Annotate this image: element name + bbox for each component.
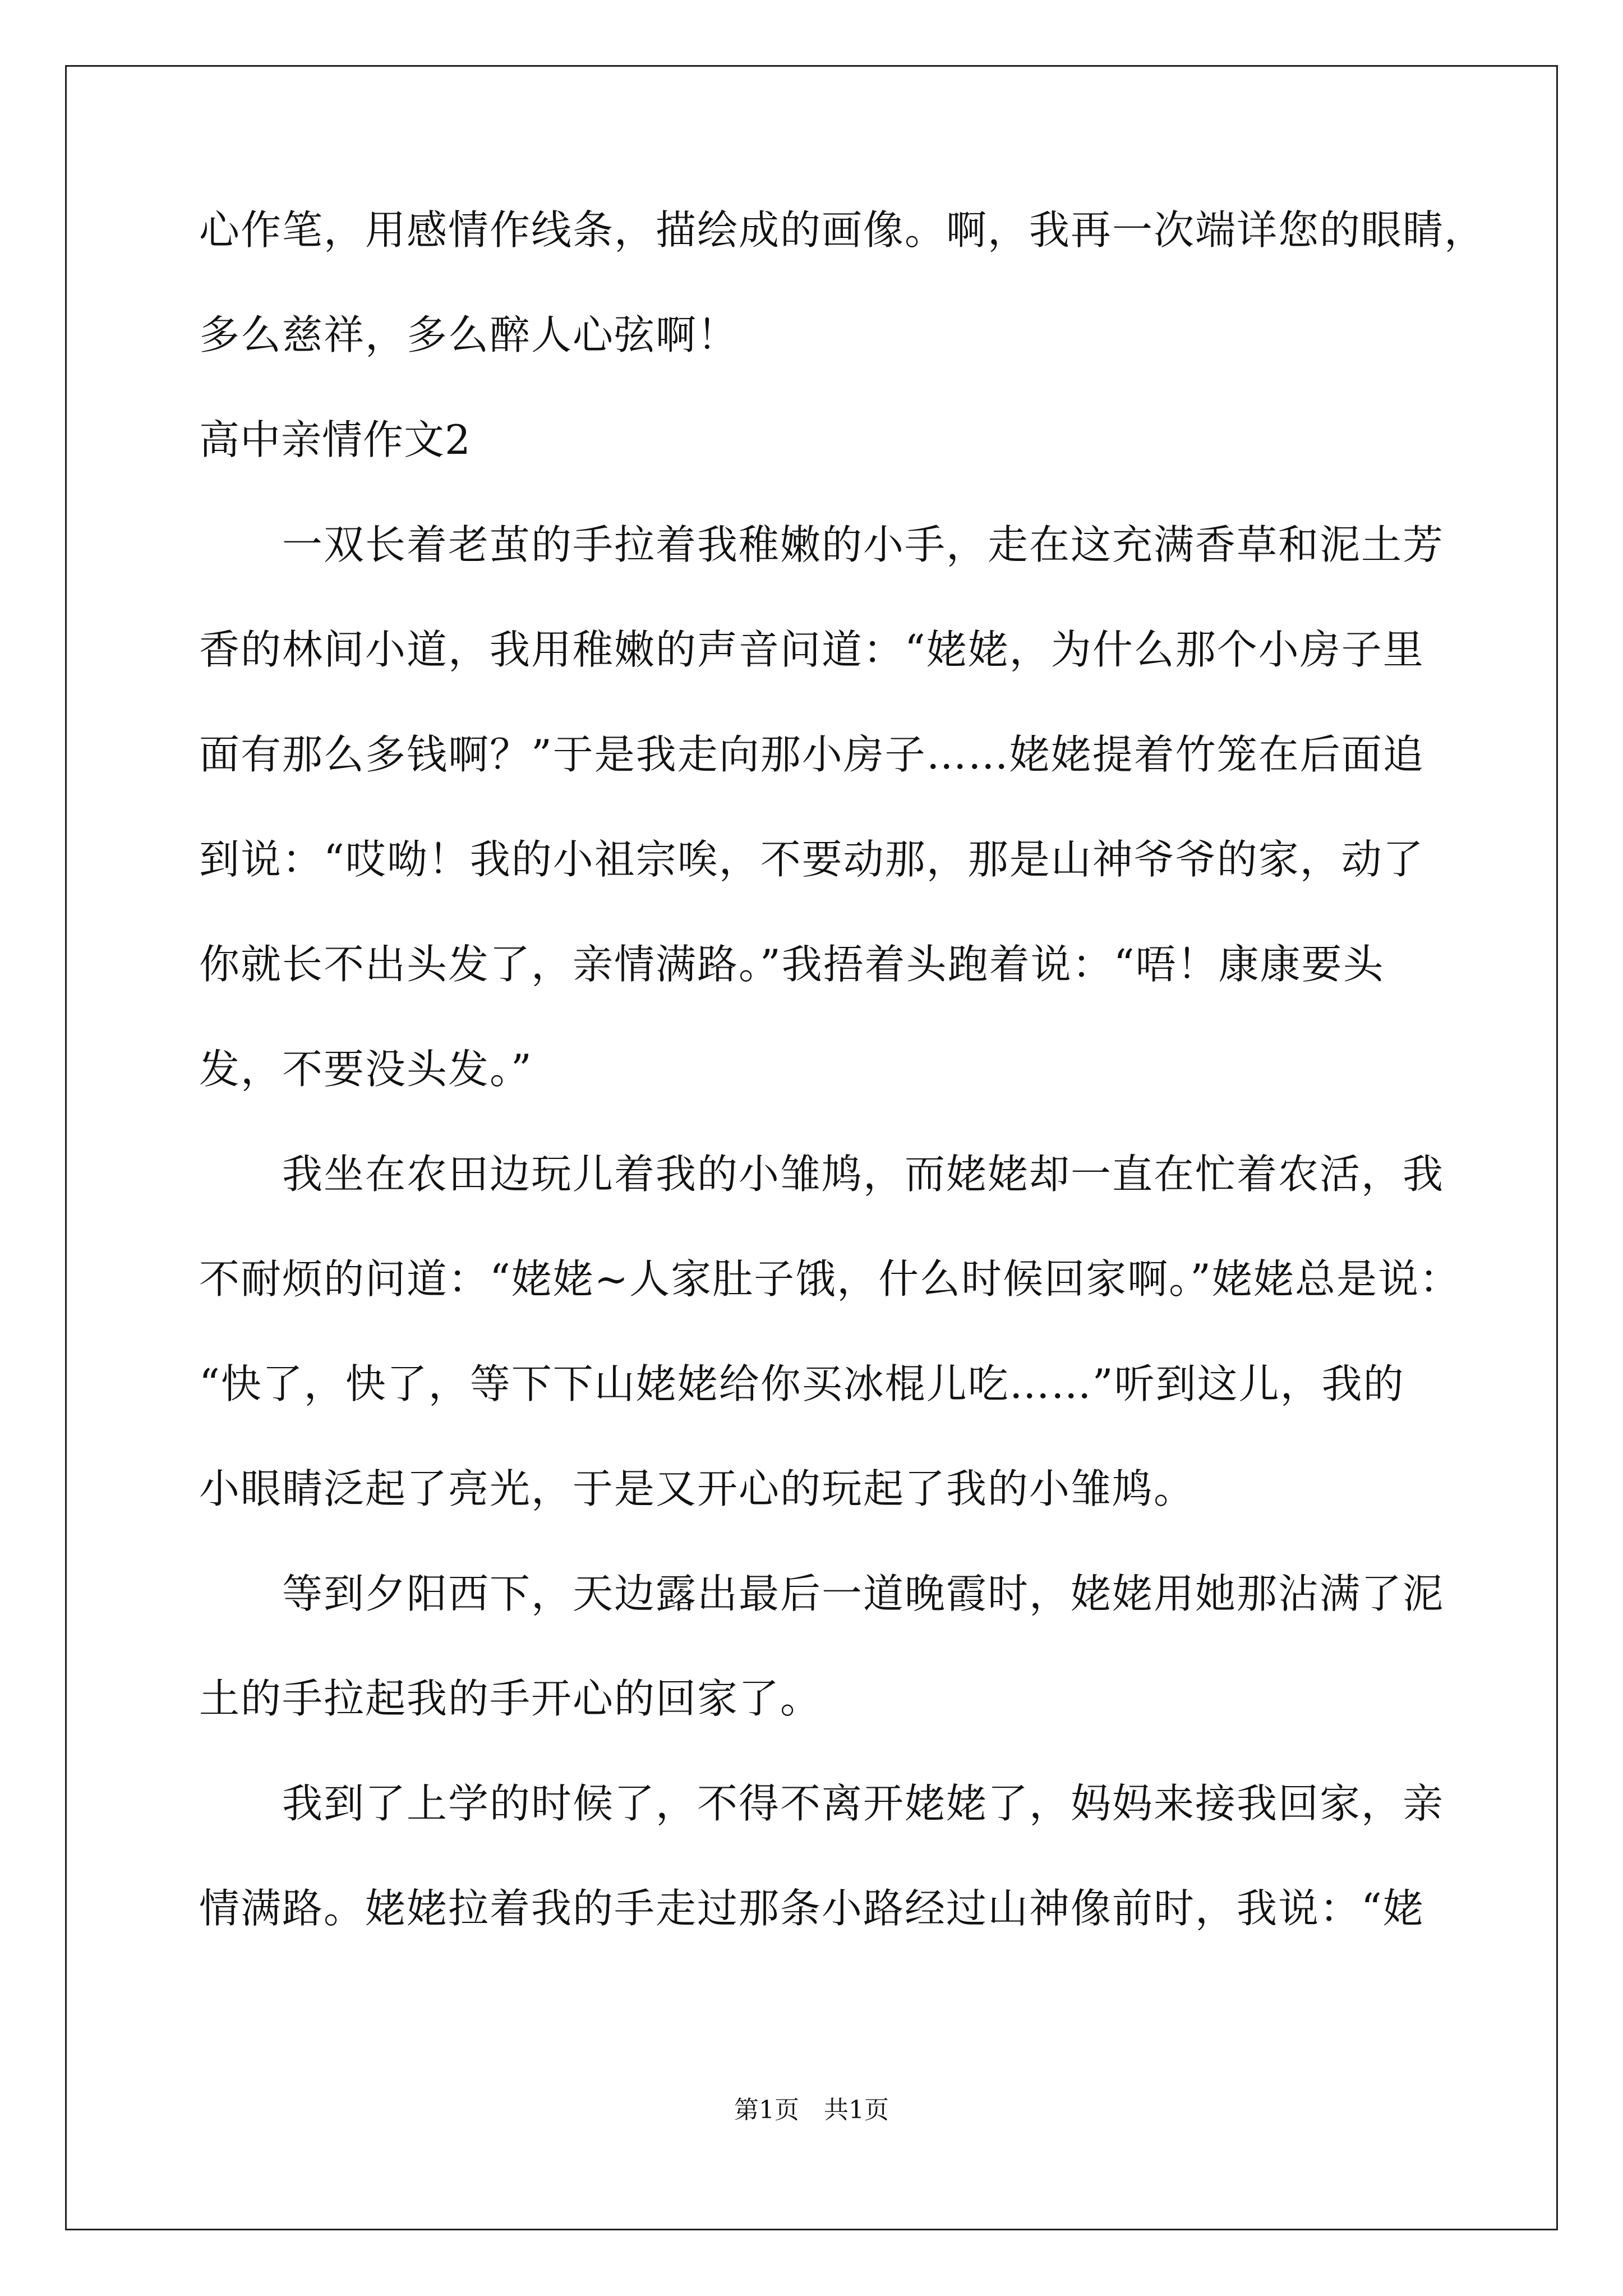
text-line: 等到夕阳西下，天边露出最后一道晚霞时，姥姥用她那沾满了泥 xyxy=(199,1570,1445,1617)
text-line: 多么慈祥，多么醉人心弦啊！ xyxy=(199,311,739,358)
text-line: 不耐烦的问道：“姥姥~人家肚子饿，什么时候回家啊。”姥姥总是说： xyxy=(199,1255,1461,1303)
document-body xyxy=(199,206,1486,1991)
text-line: 香的林间小道，我用稚嫩的声音问道：“姥姥，为什么那个小房子里 xyxy=(199,626,1424,673)
text-line: 我到了上学的时候了，不得不离开姥姥了，妈妈来接我回家，亲 xyxy=(199,1780,1445,1827)
text-line: 我坐在农田边玩儿着我的小雏鸠，而姥姥却一直在忙着农活，我 xyxy=(199,1151,1445,1198)
text-line: 情满路。姥姥拉着我的手走过那条小路经过山神像前时，我说：“姥 xyxy=(199,1885,1424,1932)
text-line: 心作笔，用感情作线条，描绘成的画像。啊，我再一次端详您的眼睛， xyxy=(199,206,1486,254)
text-line: 你就长不出头发了，亲情满路。”我捂着头跑着说：“唔！康康要头 xyxy=(199,941,1385,988)
text-line: 到说：“哎呦！我的小祖宗唉，不要动那，那是山神爷爷的家，动了 xyxy=(199,836,1424,883)
page-footer: 第1页 共1页 xyxy=(734,2096,889,2124)
text-line: 面有那么多钱啊？”于是我走向那小房子……姥姥提着竹笼在后面追 xyxy=(199,731,1424,778)
section-title: 高中亲情作文2 xyxy=(199,416,471,463)
text-line: 小眼睛泛起了亮光，于是又开心的玩起了我的小雏鸠。 xyxy=(199,1465,1196,1512)
text-line: 发，不要没头发。” xyxy=(199,1046,533,1093)
text-line: “快了，快了，等下下山姥姥给你买冰棍儿吃……”听到这儿，我的 xyxy=(199,1360,1405,1407)
text-line: 土的手拉起我的手开心的回家了。 xyxy=(199,1675,822,1722)
text-line: 一双长着老茧的手拉着我稚嫩的小手，走在这充满香草和泥土芳 xyxy=(199,521,1445,568)
